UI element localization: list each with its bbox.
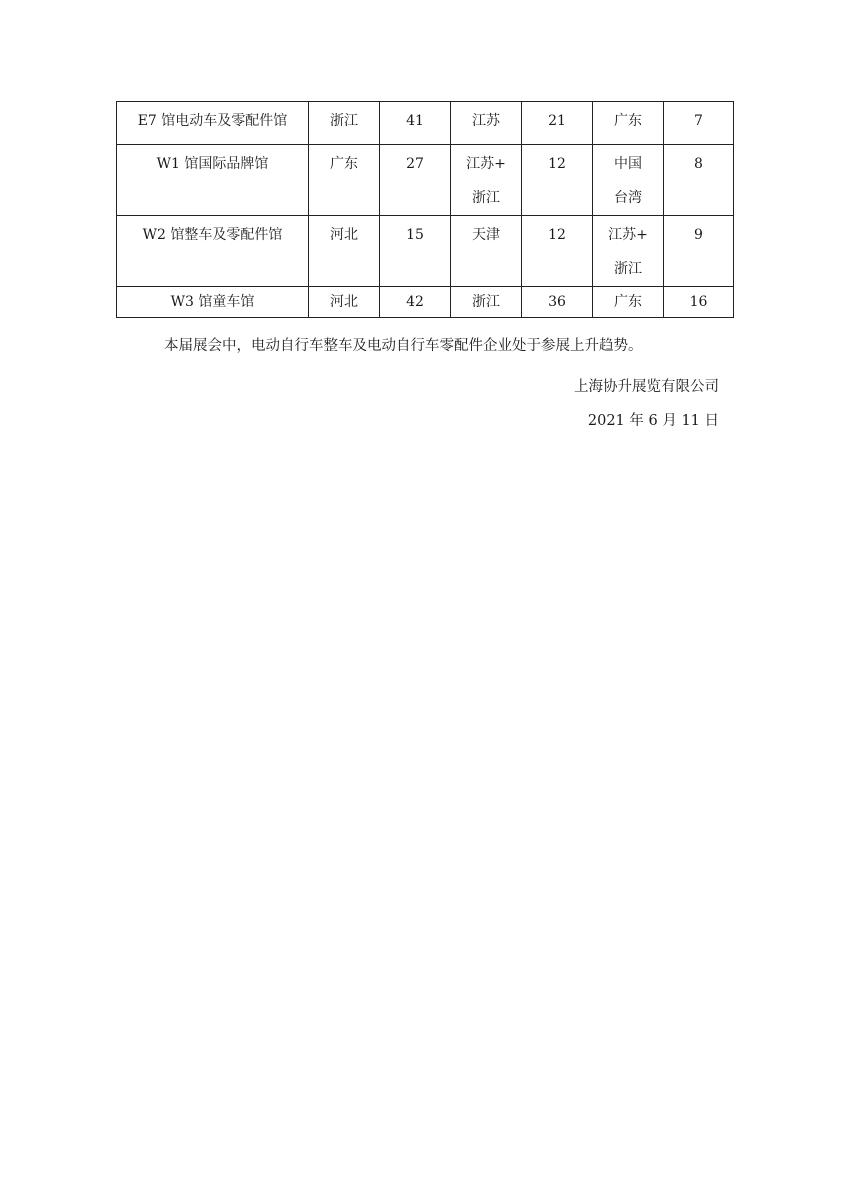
province-2-line-1: 江苏+ [466, 156, 506, 172]
province-1-cell: 浙江 [309, 102, 380, 145]
province-1-cell: 河北 [309, 287, 380, 318]
table-row [117, 102, 734, 145]
province-2-cell [451, 145, 522, 216]
count-3-cell: 8 [664, 145, 734, 216]
province-2-cell: 天津 [451, 216, 522, 287]
table-row [117, 216, 734, 287]
province-3-cell [593, 145, 664, 216]
province-3-line-1: 中国 [614, 156, 642, 172]
count-2-cell: 12 [522, 216, 593, 287]
hall-name-cell: W2 馆整车及零配件馆 [117, 216, 309, 287]
hall-name-cell: E7 馆电动车及零配件馆 [117, 102, 309, 145]
hall-name-cell: W3 馆童车馆 [117, 287, 309, 318]
table-row [117, 287, 734, 318]
count-2-cell: 21 [522, 102, 593, 145]
signature-date: 2021 年 6 月 11 日 [587, 413, 719, 429]
count-3-cell: 16 [664, 287, 734, 318]
count-1-cell: 42 [380, 287, 451, 318]
province-2-cell: 江苏 [451, 102, 522, 145]
province-3-cell: 广东 [593, 102, 664, 145]
province-3-line-2: 浙江 [614, 261, 642, 277]
count-3-cell: 7 [664, 102, 734, 145]
count-1-cell: 41 [380, 102, 451, 145]
count-2-cell: 12 [522, 145, 593, 216]
count-1-cell: 15 [380, 216, 451, 287]
province-3-line-2: 台湾 [614, 190, 642, 206]
hall-name-cell: W1 馆国际品牌馆 [117, 145, 309, 216]
province-2-cell: 浙江 [451, 287, 522, 318]
count-1-cell: 27 [380, 145, 451, 216]
summary-paragraph: 本届展会中，电动自行车整车及电动自行车零配件企业处于参展上升趋势。 [164, 337, 643, 354]
province-1-cell: 广东 [309, 145, 380, 216]
province-3-cell: 广东 [593, 287, 664, 318]
province-3-cell [593, 216, 664, 287]
province-1-cell: 河北 [309, 216, 380, 287]
count-2-cell: 36 [522, 287, 593, 318]
province-3-line-1: 江苏+ [608, 227, 648, 243]
count-3-cell: 9 [664, 216, 734, 287]
company-signature: 上海协升展览有限公司 [574, 379, 719, 395]
province-2-line-2: 浙江 [472, 190, 500, 206]
table-row [117, 145, 734, 216]
exhibitor-province-table [116, 101, 734, 318]
